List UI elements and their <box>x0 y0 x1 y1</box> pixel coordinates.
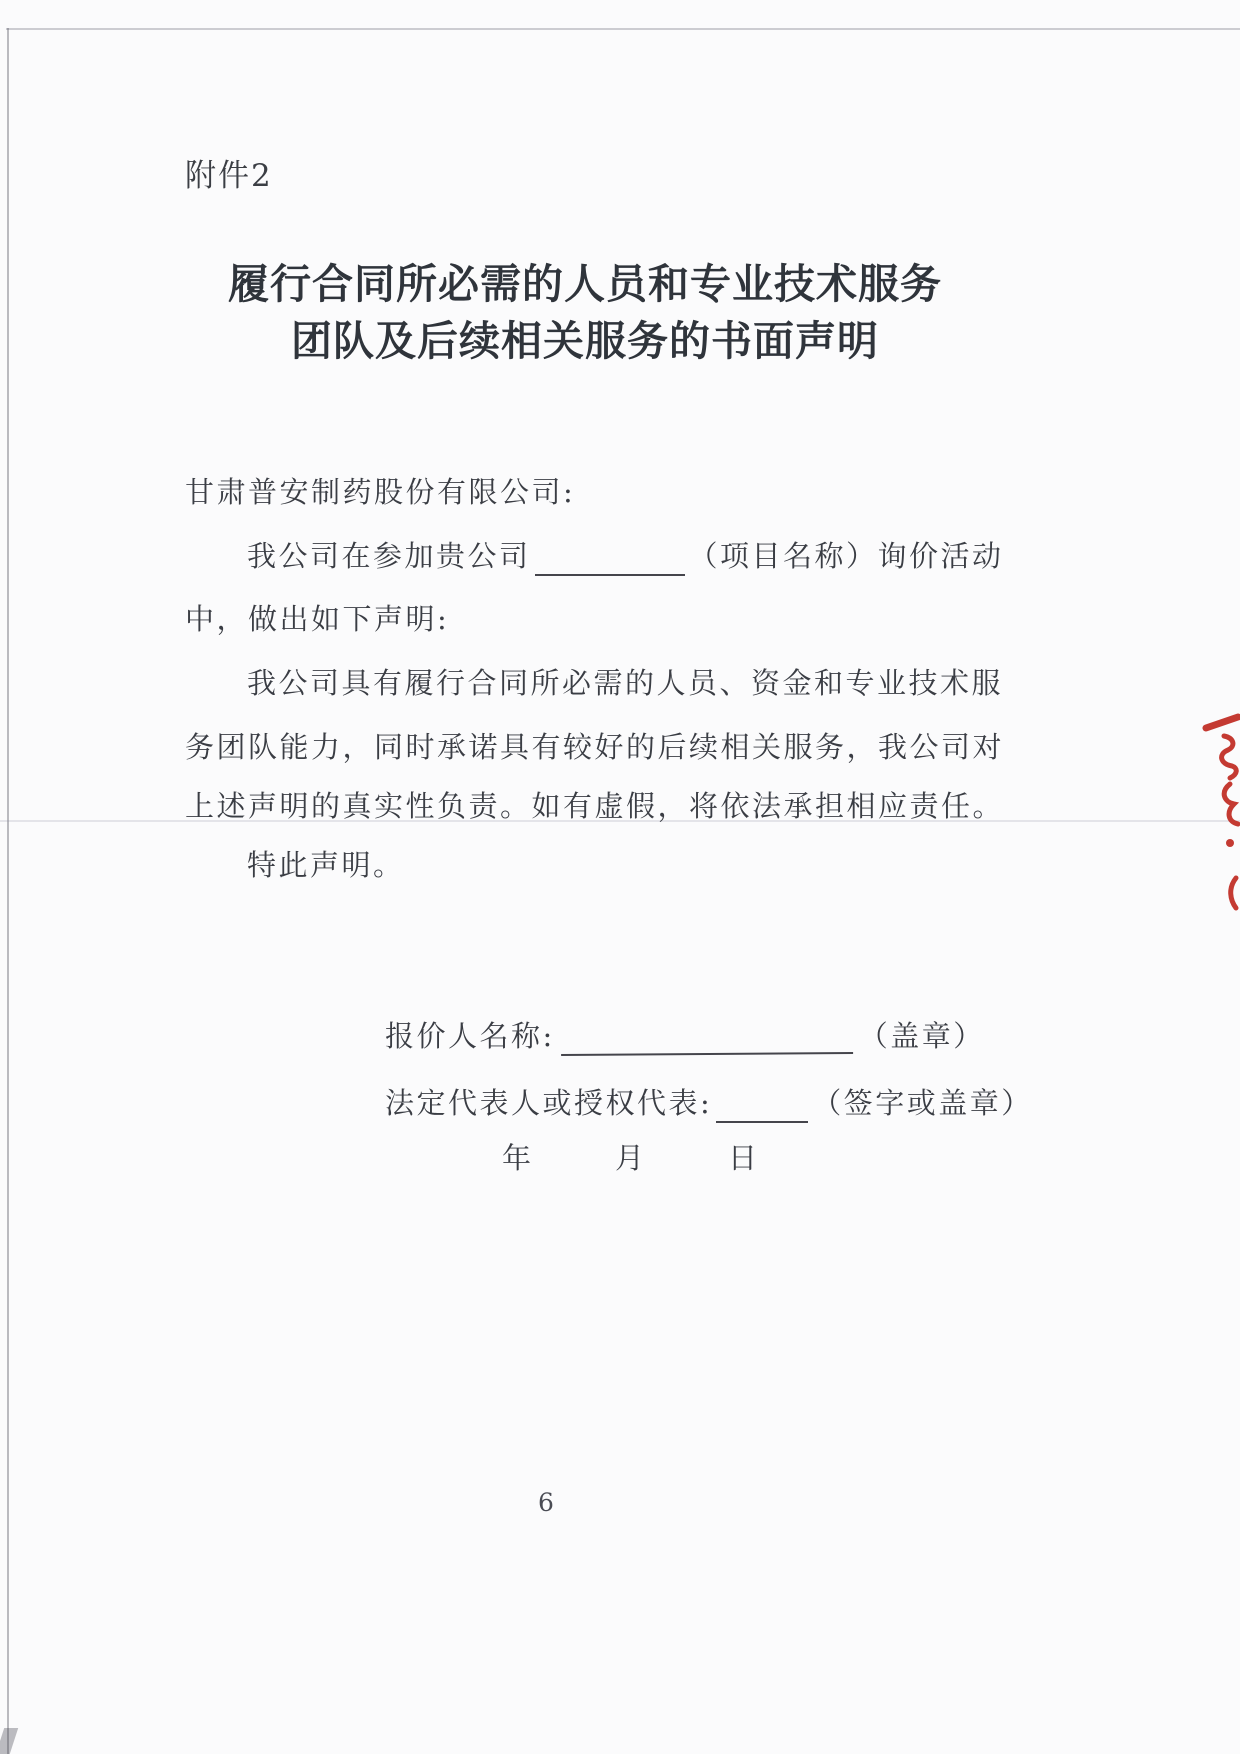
paragraph-text: 上述声明的真实性负责。如有虚假，将依法承担相应责任。 <box>185 789 1005 823</box>
bidder-name-label: 报价人名称: <box>385 1019 555 1053</box>
blank-line-representative <box>716 1093 808 1123</box>
paragraph-text: （项目名称）询价活动 <box>688 539 1004 573</box>
sign-or-seal-note: （签字或盖章） <box>812 1086 1033 1120</box>
signature-representative-line <box>385 1083 1033 1123</box>
title-line-2: 团队及后续相关服务的书面声明 <box>291 317 879 365</box>
scan-edge-top <box>6 28 1240 30</box>
salutation: 甘肃普安制药股份有限公司: <box>185 475 576 509</box>
date-year-label: 年 <box>502 1141 534 1175</box>
page-number: 6 <box>538 1488 554 1517</box>
document-title <box>170 256 1000 370</box>
paragraph-text: 我公司在参加贵公司 <box>247 539 531 573</box>
closing-statement: 特此声明。 <box>247 848 405 882</box>
blank-line-project-name <box>535 546 685 576</box>
title-line-1: 履行合同所必需的人员和专业技术服务 <box>228 260 942 308</box>
scan-edge-left <box>7 28 9 1754</box>
date-line <box>502 1136 759 1177</box>
date-day-label: 日 <box>728 1141 760 1175</box>
signature-bidder-line <box>385 1016 985 1056</box>
blank-line-bidder-name <box>561 1024 853 1056</box>
paragraph-text: 我公司具有履行合同所必需的人员、资金和专业技术服 <box>247 666 1004 700</box>
paragraph-text: 中，做出如下声明: <box>185 602 450 636</box>
handwritten-red-marks <box>1200 638 1240 918</box>
paragraph-project-line <box>247 536 1004 576</box>
attachment-label: 附件2 <box>185 158 273 194</box>
seal-note: （盖章） <box>858 1019 985 1053</box>
paragraph-text: 务团队能力，同时承诺具有较好的后续相关服务，我公司对 <box>185 730 1005 764</box>
representative-label: 法定代表人或授权代表: <box>385 1086 713 1120</box>
date-month-label: 月 <box>615 1141 647 1175</box>
scan-corner-smudge <box>0 1728 18 1754</box>
